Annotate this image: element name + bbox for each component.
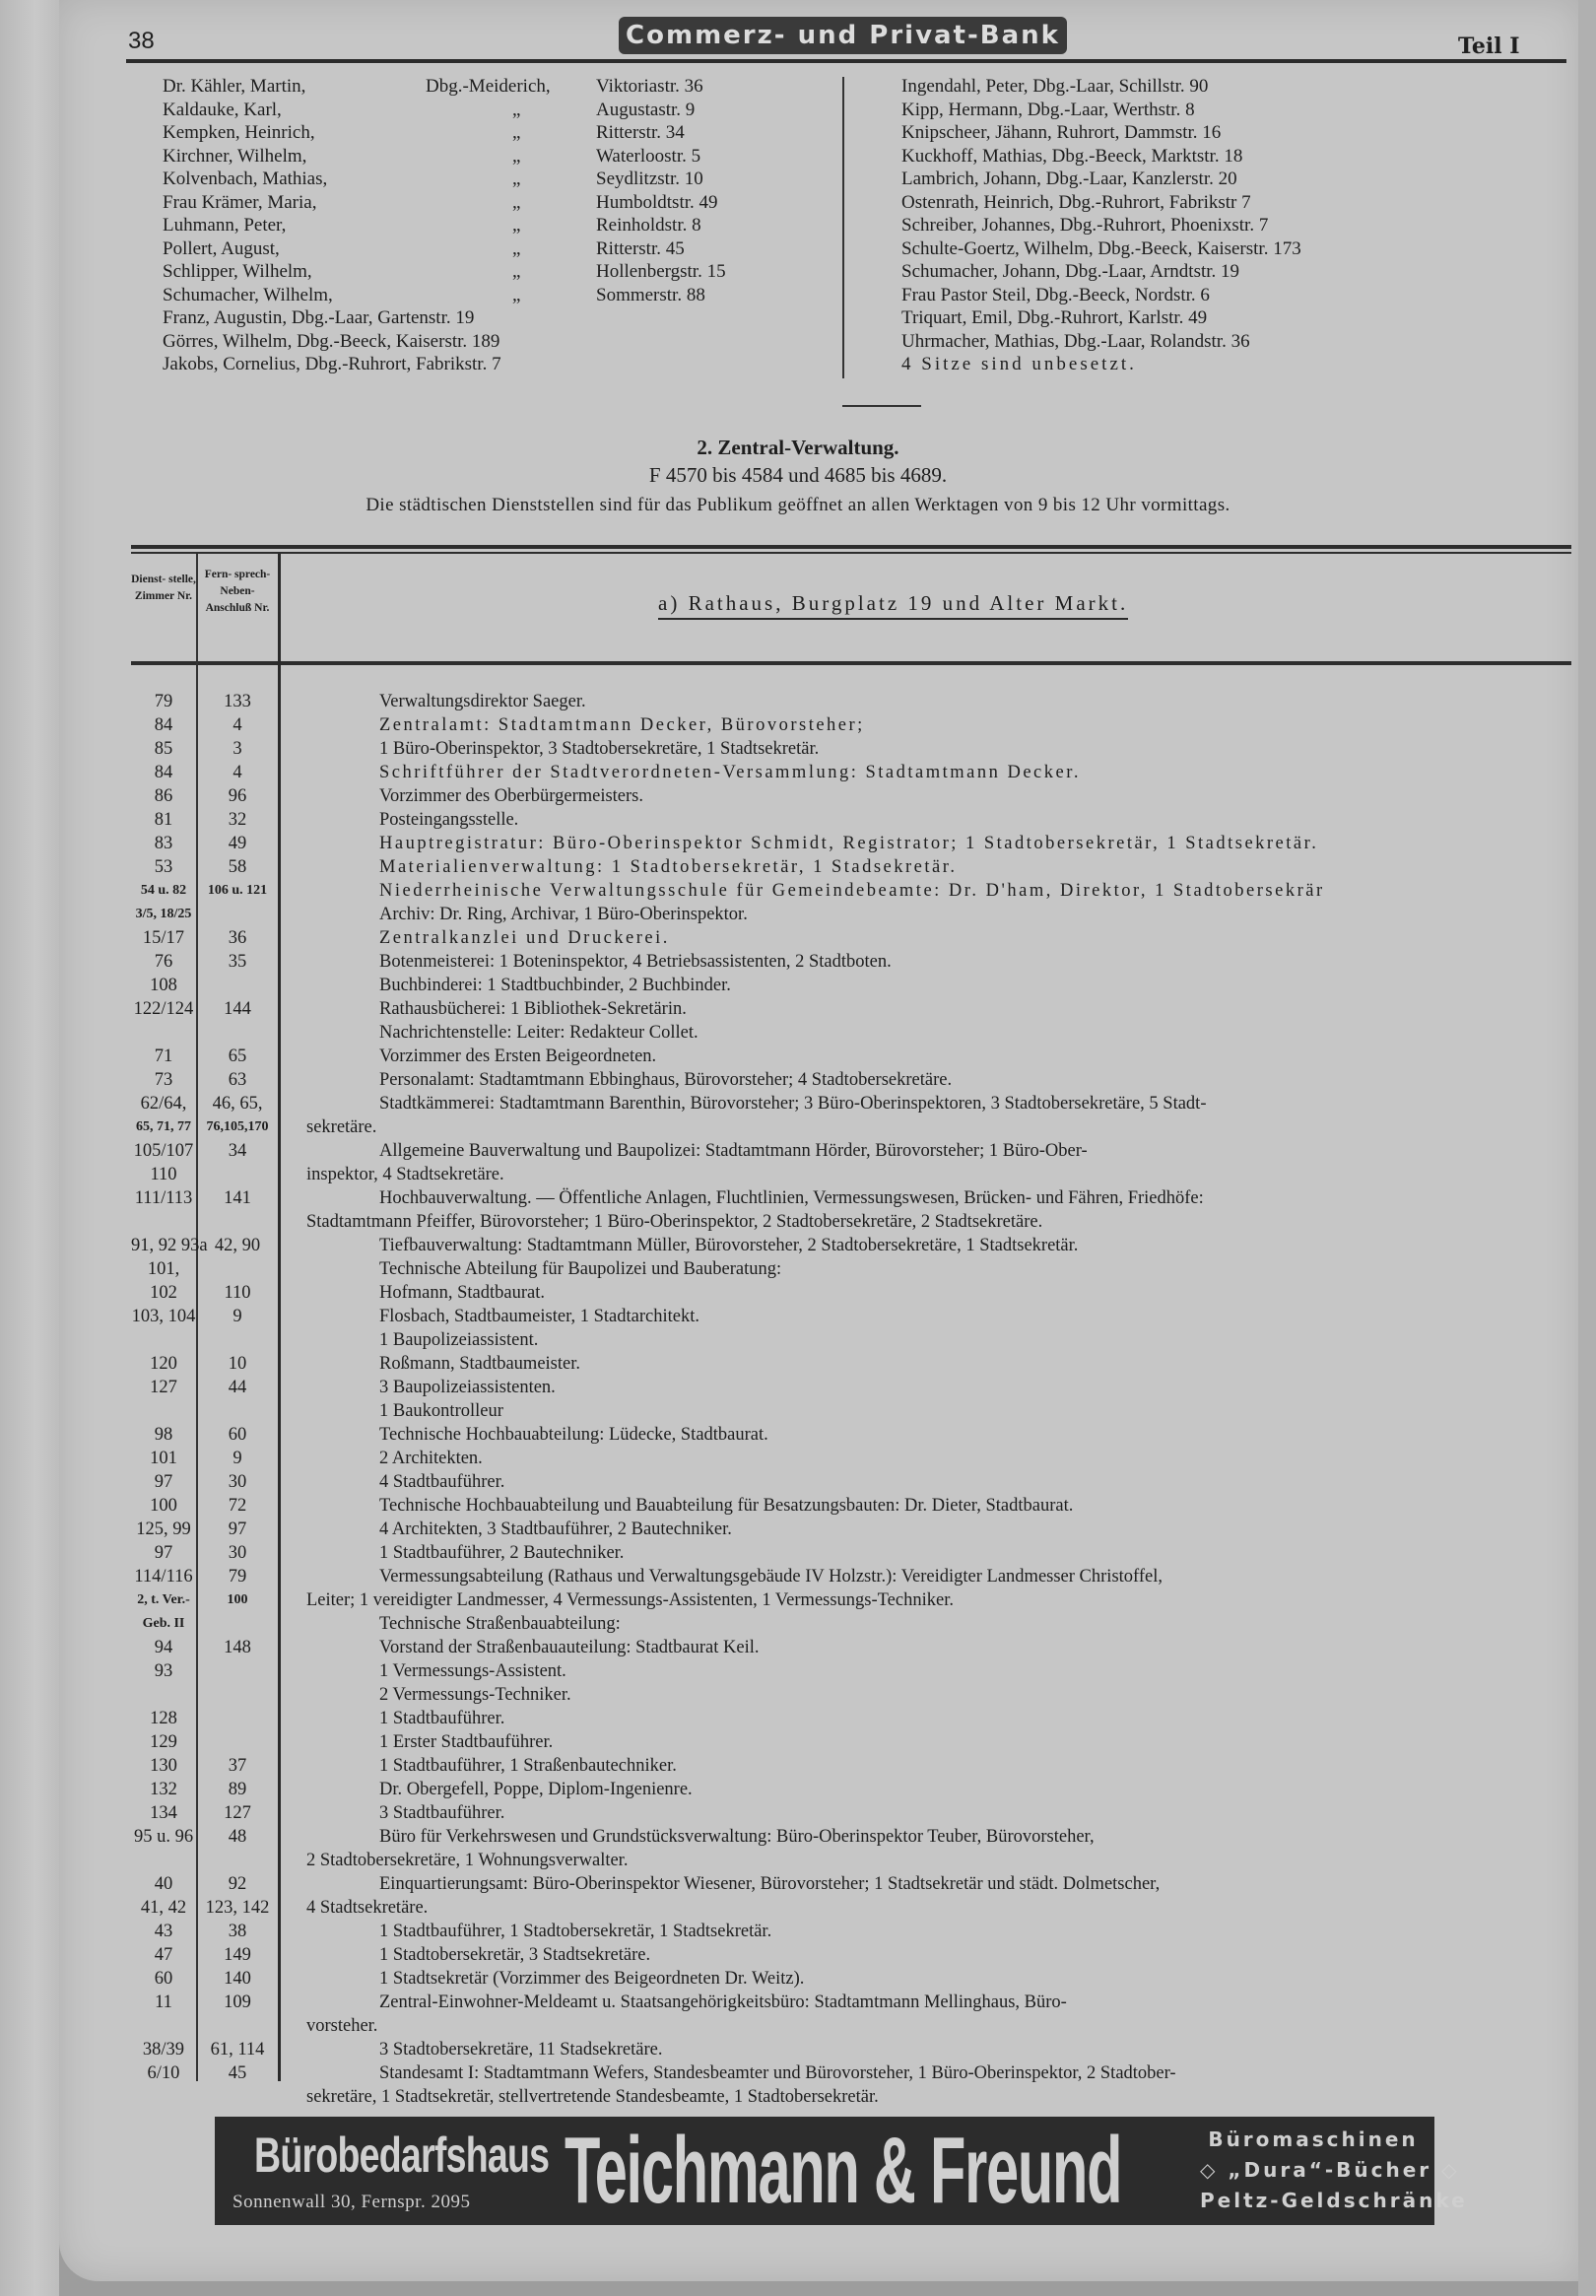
table-row	[131, 1139, 1571, 1163]
department-text: Technische Hochbauabteilung: Lüdecke, Stadtbaurat.	[379, 1425, 768, 1445]
table-row	[131, 1801, 1571, 1825]
table-top-rule-thin	[131, 552, 1571, 554]
room-number: 101,	[147, 1259, 180, 1279]
ad-product-2: ◇ „Dura“-Bücher ◇	[1200, 2158, 1460, 2182]
extension-number: 60	[228, 1425, 247, 1445]
table-row	[131, 855, 1571, 879]
section-phone: F 4570 bis 4584 und 4685 bis 4689.	[648, 463, 948, 487]
table-row	[131, 1352, 1571, 1376]
extension-number: 127	[224, 1803, 251, 1823]
table-row	[131, 761, 1571, 784]
room-number: 132	[150, 1780, 177, 1799]
room-number: 71	[154, 1047, 173, 1066]
department-text: 1 Stadtsekretär (Vorzimmer des Beigeordneten Dr. Weitz).	[379, 1969, 805, 1989]
room-number: 105/107	[133, 1141, 194, 1161]
table-row	[131, 1447, 1571, 1470]
room-number: 101	[150, 1449, 177, 1468]
department-text: Buchbinderei: 1 Stadtbuchbinder, 2 Buchbinder.	[379, 976, 731, 995]
member-entry: Franz, Augustin, Dbg.-Laar, Gartenstr. 19	[163, 307, 475, 328]
extension-number: 100	[227, 1592, 248, 1607]
room-number: 97	[154, 1472, 173, 1492]
extension-number: 144	[224, 999, 251, 1019]
table-row	[131, 1234, 1571, 1257]
room-number: 47	[154, 1945, 173, 1965]
extension-number: 133	[224, 692, 251, 711]
member-name: Kirchner, Wilhelm,	[163, 145, 307, 167]
room-number: 128	[150, 1709, 177, 1728]
room-number: 38/39	[142, 2040, 185, 2060]
member-entry: Schumacher, Johann, Dbg.-Laar, Arndtstr. 19	[901, 261, 1240, 282]
department-text: 3 Stadtbauführer.	[379, 1803, 505, 1823]
table-row	[131, 1092, 1571, 1115]
member-entry: Jakobs, Cornelius, Dbg.-Ruhrort, Fabrikstr. 7	[163, 354, 501, 374]
room-number: 84	[154, 715, 173, 735]
table-row	[131, 1896, 1571, 1920]
department-text: 1 Erster Stadtbauführer.	[379, 1732, 554, 1752]
member-district: „	[512, 145, 521, 167]
department-text: Stadtamtmann Pfeiffer, Bürovorsteher; 1 Büro-Oberinspektor, 2 Stadtobersekretäre, 2 Stadtsekretäre.	[306, 1212, 1043, 1232]
department-text: Einquartierungsamt: Büro-Oberinspektor Wiesener, Bürovorsteher; 1 Stadtsekretär und städt. Dolmetscher,	[379, 1874, 1161, 1894]
member-street: Augustastr. 9	[596, 99, 696, 120]
room-number: 3/5, 18/25	[135, 907, 192, 921]
extension-number: 61, 114	[210, 2040, 265, 2060]
extension-number: 123, 142	[205, 1898, 270, 1918]
col-header-extension: Fern- sprech- Neben- Anschluß Nr.	[204, 569, 271, 614]
department-text: Leiter; 1 vereidigter Landmesser, 4 Vermessungs-Assistenten, 1 Vermessungs-Techniker.	[306, 1590, 954, 1610]
extension-number: 4	[233, 715, 242, 735]
department-text: Vorstand der Straßenbauauteilung: Stadtbaurat Keil.	[379, 1638, 760, 1657]
extension-number: 148	[224, 1638, 251, 1657]
department-text: Technische Straßenbauabteilung:	[379, 1614, 621, 1634]
department-text: Schriftführer der Stadtverordneten-Versammlung: Stadtamtmann Decker.	[379, 763, 1081, 782]
member-district: „	[512, 261, 521, 282]
table-row	[131, 974, 1571, 997]
room-number: 129	[150, 1732, 177, 1752]
department-text: Archiv: Dr. Ring, Archivar, 1 Büro-Oberinspektor.	[379, 905, 748, 924]
department-text: vorsteher.	[306, 2016, 378, 2036]
table-row	[131, 1778, 1571, 1801]
table-row	[131, 1494, 1571, 1518]
member-entry: Ingendahl, Peter, Dbg.-Laar, Schillstr. 90	[901, 76, 1209, 97]
table-row	[131, 1991, 1571, 2014]
table-row	[131, 1754, 1571, 1778]
department-text: 1 Baukontrolleur	[379, 1401, 503, 1421]
table-row	[131, 784, 1571, 808]
book-binding-edge	[0, 0, 59, 2296]
page-number: 38	[128, 28, 155, 54]
member-district: „	[512, 99, 521, 120]
extension-number: 63	[228, 1070, 247, 1090]
extension-number: 109	[224, 1992, 251, 2012]
member-name: Schlipper, Wilhelm,	[163, 261, 312, 282]
member-district: „	[512, 122, 521, 143]
member-street: Viktoriastr. 36	[596, 76, 703, 97]
member-street: Sommerstr. 88	[596, 284, 705, 305]
extension-number: 140	[224, 1969, 251, 1989]
department-text: 1 Büro-Oberinspektor, 3 Stadtobersekretäre, 1 Stadtsekretär.	[379, 739, 820, 759]
extension-number: 92	[228, 1874, 247, 1894]
table-row	[131, 1541, 1571, 1565]
member-entry: Görres, Wilhelm, Dbg.-Beeck, Kaiserstr. 189	[163, 330, 500, 352]
room-number: 108	[150, 976, 177, 995]
table-body	[131, 690, 1571, 2109]
room-number: 2, t. Ver.-	[137, 1592, 190, 1607]
room-number: 83	[154, 834, 173, 853]
column-separator	[842, 77, 844, 378]
department-text: Zentral-Einwohner-Meldeamt u. Staatsangehörigkeitsbüro: Stadtamtmann Mellinghaus, Büro-	[379, 1992, 1067, 2012]
department-text: 1 Stadtbauführer, 2 Bautechniker.	[379, 1543, 625, 1563]
member-street: Ritterstr. 34	[596, 122, 685, 143]
member-entry: Schulte-Goertz, Wilhelm, Dbg.-Beeck, Kaiserstr. 173	[901, 237, 1301, 259]
department-text: 2 Vermessungs-Techniker.	[379, 1685, 571, 1705]
department-text: Niederrheinische Verwaltungsschule für Gemeindebeamte: Dr. D'ham, Direktor, 1 Stadtobersekrär	[379, 881, 1325, 901]
table-row	[131, 1021, 1571, 1045]
extension-number: 110	[224, 1283, 251, 1303]
table-row	[131, 1163, 1571, 1186]
room-number: 86	[154, 786, 173, 806]
department-text: 1 Stadtobersekretär, 3 Stadtsekretäre.	[379, 1945, 651, 1965]
ad-product-1: Büromaschinen	[1208, 2127, 1419, 2151]
department-text: Hochbauverwaltung. — Öffentliche Anlagen, Fluchtlinien, Vermessungswesen, Brücken- und Fähren, Friedhöfe:	[379, 1188, 1204, 1208]
room-number: 6/10	[147, 2063, 180, 2083]
table-row	[131, 1872, 1571, 1896]
department-text: 1 Stadtbauführer.	[379, 1709, 505, 1728]
department-text: 4 Stadtbauführer.	[379, 1472, 505, 1492]
room-number: 54 u. 82	[140, 883, 187, 898]
ad-company-name: Teichmann & Freund	[565, 2118, 1122, 2223]
room-number: Geb. II	[142, 1616, 185, 1631]
member-street: Waterloostr. 5	[596, 145, 701, 167]
table-row	[131, 1825, 1571, 1849]
department-text: 3 Stadtobersekretäre, 11 Stadsekretäre.	[379, 2040, 663, 2060]
table-row	[131, 1636, 1571, 1659]
extension-number: 35	[228, 952, 247, 972]
member-name: Kaldauke, Karl,	[163, 99, 282, 120]
room-number: 134	[150, 1803, 177, 1823]
department-text: Technische Abteilung für Baupolizei und Bauberatung:	[379, 1259, 782, 1279]
department-text: Vorzimmer des Oberbürgermeisters.	[379, 786, 644, 806]
department-text: Stadtkämmerei: Stadtamtmann Barenthin, Bürovorsteher; 3 Büro-Oberinspektoren, 3 Stadtobersekretäre, 5 Stadt-	[379, 1094, 1207, 1114]
section-note: Die städtischen Dienststellen sind für das Publikum geöffnet an allen Werktagen von 9 bis 12 Uhr vormittags.	[366, 495, 1230, 515]
member-name: Kempken, Heinrich,	[163, 122, 315, 143]
member-district: „	[512, 169, 521, 189]
department-text: 1 Stadtbauführer, 1 Straßenbautechniker.	[379, 1756, 677, 1776]
department-text: Hauptregistratur: Büro-Oberinspektor Schmidt, Registrator; 1 Stadtobersekretär, 1 Stadtsekretär.	[379, 834, 1319, 853]
table-top-rule	[131, 545, 1571, 549]
room-number: 130	[150, 1756, 177, 1776]
ad-company-prefix: Bürobedarfshaus	[254, 2127, 550, 2183]
department-text: 4 Architekten, 3 Stadtbauführer, 2 Bautechniker.	[379, 1519, 732, 1539]
table-row	[131, 1399, 1571, 1423]
extension-number: 37	[228, 1756, 247, 1776]
department-text: sekretäre, 1 Stadtsekretär, stellvertretende Standesbeamte, 1 Stadtobersekretär.	[306, 2087, 879, 2107]
room-number: 127	[150, 1378, 177, 1397]
department-text: Tiefbauverwaltung: Stadtamtmann Müller, Bürovorsteher, 2 Stadtobersekretäre, 1 Stadtsekretär.	[379, 1236, 1079, 1255]
department-text: Zentralkanzlei und Druckerei.	[379, 928, 670, 948]
extension-number: 3	[233, 739, 242, 759]
extension-number: 97	[228, 1519, 247, 1539]
department-text: sekretäre.	[306, 1117, 377, 1137]
room-number: 41, 42	[140, 1898, 187, 1918]
room-number: 65, 71, 77	[136, 1119, 191, 1134]
room-number: 95 u. 96	[133, 1827, 194, 1847]
department-text: 4 Stadtsekretäre.	[306, 1898, 429, 1918]
members-right-list	[901, 75, 1301, 376]
col-header-room: Dienst- stelle, Zimmer Nr.	[131, 574, 196, 602]
member-street: Reinholdstr. 8	[596, 215, 701, 236]
member-street: Seydlitzstr. 10	[596, 169, 703, 189]
member-name: Luhmann, Peter,	[163, 215, 287, 236]
table-row	[131, 926, 1571, 950]
room-number: 60	[154, 1969, 173, 1989]
room-number: 76	[154, 952, 173, 972]
extension-number: 10	[228, 1354, 247, 1374]
member-entry: Uhrmacher, Mathias, Dbg.-Laar, Rolandstr. 36	[901, 330, 1250, 352]
extension-number: 30	[228, 1472, 247, 1492]
department-text: Flosbach, Stadtbaumeister, 1 Stadtarchitekt.	[379, 1307, 699, 1326]
extension-number: 58	[228, 857, 247, 877]
extension-number: 4	[233, 763, 242, 782]
room-number: 73	[154, 1070, 173, 1090]
table-row	[131, 879, 1571, 903]
room-number: 79	[154, 692, 173, 711]
members-left-districts	[426, 75, 551, 306]
department-text: 1 Stadtbauführer, 1 Stadtobersekretär, 1 Stadtsekretär.	[379, 1922, 772, 1941]
table-row	[131, 1920, 1571, 1943]
table-row	[131, 2038, 1571, 2061]
table-row	[131, 690, 1571, 713]
room-number: 62/64,	[140, 1094, 187, 1114]
member-entry: Kuckhoff, Mathias, Dbg.-Beeck, Marktstr. 18	[901, 145, 1243, 167]
extension-number: 49	[228, 834, 247, 853]
extension-number: 32	[228, 810, 247, 830]
member-street: Hollenbergstr. 15	[596, 261, 726, 282]
part-label: Teil I	[1458, 34, 1520, 59]
room-number: 81	[154, 810, 173, 830]
extension-number: 96	[228, 786, 247, 806]
ad-address: Sonnenwall 30, Fernspr. 2095	[233, 2192, 471, 2212]
section-divider	[842, 405, 921, 407]
member-district: „	[512, 215, 521, 236]
extension-number: 44	[228, 1378, 247, 1397]
table-row	[131, 903, 1571, 926]
room-number: 84	[154, 763, 173, 782]
member-name: Schumacher, Wilhelm,	[163, 284, 333, 305]
room-number: 11	[155, 1992, 172, 2012]
header-rule	[126, 59, 1566, 63]
table-row	[131, 1186, 1571, 1210]
table-row	[131, 997, 1571, 1021]
section-title: 2. Zentral-Verwaltung.	[697, 436, 899, 459]
extension-number: 72	[228, 1496, 247, 1516]
table-row	[131, 1518, 1571, 1541]
bank-banner: Commerz- und Privat-Bank	[619, 17, 1067, 54]
page-right-edge	[1578, 0, 1596, 2296]
table-row	[131, 737, 1571, 761]
room-number: 94	[154, 1638, 173, 1657]
department-text: inspektor, 4 Stadtsekretäre.	[306, 1165, 504, 1184]
table-row	[131, 1967, 1571, 1991]
department-text: Vermessungsabteilung (Rathaus und Verwaltungsgebäude IV Holzstr.): Vereidigter Landmesser Christoffel,	[379, 1567, 1163, 1587]
member-entry: Frau Pastor Steil, Dbg.-Beeck, Nordstr. 6	[901, 284, 1210, 305]
department-text: Nachrichtenstelle: Leiter: Redakteur Collet.	[379, 1023, 698, 1043]
department-text: 2 Architekten.	[379, 1449, 483, 1468]
table-row	[131, 1305, 1571, 1328]
department-text: Botenmeisterei: 1 Boteninspektor, 4 Betriebsassistenten, 2 Stadtboten.	[379, 952, 892, 972]
extension-number: 42, 90	[214, 1236, 261, 1255]
department-text: Verwaltungsdirektor Saeger.	[379, 692, 586, 711]
room-number: 100	[150, 1496, 177, 1516]
table-row	[131, 1683, 1571, 1707]
department-text: Dr. Obergefell, Poppe, Diplom-Ingenienre.	[379, 1780, 693, 1799]
extension-number: 76,105,170	[206, 1119, 269, 1134]
table-row	[131, 1068, 1571, 1092]
member-district: „	[512, 237, 521, 259]
member-name: Frau Krämer, Maria,	[163, 191, 317, 213]
room-number: 43	[154, 1922, 173, 1941]
extension-number: 46, 65,	[212, 1094, 263, 1114]
room-number: 103, 104	[131, 1307, 196, 1326]
extension-number: 65	[228, 1047, 247, 1066]
member-entry: Kipp, Hermann, Dbg.-Laar, Werthstr. 8	[901, 99, 1195, 120]
table-row	[131, 1849, 1571, 1872]
extension-number: 36	[228, 928, 247, 948]
table-row	[131, 1943, 1571, 1967]
room-number: 53	[154, 857, 173, 877]
member-entry: Schreiber, Johannes, Dbg.-Ruhrort, Phoenixstr. 7	[901, 215, 1269, 236]
member-street: Humboldtstr. 49	[596, 191, 718, 213]
member-district: „	[512, 191, 521, 213]
members-left-streets	[596, 75, 726, 306]
table-row	[131, 950, 1571, 974]
department-text: Standesamt I: Stadtamtmann Wefers, Standesbeamter und Bürovorsteher, 1 Büro-Oberinspektor, 2 Stadtober-	[379, 2063, 1176, 2083]
department-text: 2 Stadtobersekretäre, 1 Wohnungsverwalter.	[306, 1851, 629, 1870]
department-text: Allgemeine Bauverwaltung und Baupolizei: Stadtamtmann Hörder, Bürovorsteher; 1 Büro-Ober-	[379, 1141, 1088, 1161]
department-text: Büro für Verkehrswesen und Grundstücksverwaltung: Büro-Oberinspektor Teuber, Bürovorsteher,	[379, 1827, 1095, 1847]
extension-number: 45	[228, 2063, 247, 2083]
table-row	[131, 1659, 1571, 1683]
member-name: Dr. Kähler, Martin,	[163, 76, 306, 97]
table-row	[131, 1588, 1571, 1612]
extension-number: 79	[228, 1567, 247, 1587]
member-entry: Knipscheer, Jähann, Ruhrort, Dammstr. 16	[901, 122, 1222, 143]
table-header-rule	[131, 661, 1571, 665]
room-number: 122/124	[133, 999, 194, 1019]
ad-products	[1200, 2125, 1468, 2216]
room-number: 15/17	[142, 928, 185, 948]
room-number: 125, 99	[136, 1519, 191, 1539]
department-text: Posteingangsstelle.	[379, 810, 519, 830]
table-row	[131, 1423, 1571, 1447]
room-number: 91, 92 93a	[131, 1236, 208, 1255]
table-row	[131, 1707, 1571, 1730]
member-entry: Triquart, Emil, Dbg.-Ruhrort, Karlstr. 49	[901, 307, 1208, 328]
extension-number: 48	[228, 1827, 247, 1847]
member-entry: 4 Sitze sind unbesetzt.	[901, 354, 1137, 374]
room-number: 114/116	[134, 1567, 193, 1587]
table-row	[131, 1730, 1571, 1754]
department-text: Materialienverwaltung: 1 Stadtobersekretär, 1 Stadsekretär.	[379, 857, 958, 877]
member-name: Kolvenbach, Mathias,	[163, 169, 328, 189]
department-text: Vorzimmer des Ersten Beigeordneten.	[379, 1047, 657, 1066]
member-entry: Ostenrath, Heinrich, Dbg.-Ruhrort, Fabrikstr 7	[901, 191, 1251, 213]
room-number: 110	[150, 1165, 177, 1184]
table-row	[131, 2014, 1571, 2038]
table-row	[131, 713, 1571, 737]
advertisement-banner	[215, 2117, 1468, 2225]
room-number: 98	[154, 1425, 173, 1445]
extension-number: 30	[228, 1543, 247, 1563]
department-text: Roßmann, Stadtbaumeister.	[379, 1354, 580, 1374]
extension-number: 34	[228, 1141, 247, 1161]
table-row	[131, 1115, 1571, 1139]
table-row	[131, 1612, 1571, 1636]
extension-number: 106 u. 121	[207, 883, 268, 898]
department-text: 1 Vermessungs-Assistent.	[379, 1661, 566, 1681]
room-number: 102	[150, 1283, 177, 1303]
table-row	[131, 1281, 1571, 1305]
extension-number: 141	[224, 1188, 251, 1208]
table-row	[131, 1045, 1571, 1068]
member-district: Dbg.-Meiderich,	[426, 76, 551, 97]
member-district: „	[512, 284, 521, 305]
extension-number: 149	[224, 1945, 251, 1965]
department-text: Technische Hochbauabteilung und Bauabteilung für Besatzungsbauten: Dr. Dieter, Stadtbaurat.	[379, 1496, 1074, 1516]
department-text: 1 Baupolizeiassistent.	[379, 1330, 539, 1350]
table-subtitle: a) Rathaus, Burgplatz 19 und Alter Markt.	[658, 591, 1128, 620]
ad-product-3: Peltz-Geldschränke	[1200, 2189, 1468, 2212]
table-row	[131, 1470, 1571, 1494]
room-number: 40	[154, 1874, 173, 1894]
room-number: 85	[154, 739, 173, 759]
table-row	[131, 1565, 1571, 1588]
table-row	[131, 1257, 1571, 1281]
extension-number: 9	[233, 1307, 242, 1326]
table-row	[131, 1210, 1571, 1234]
department-text: Personalamt: Stadtamtmann Ebbinghaus, Bürovorsteher; 4 Stadtobersekretäre.	[379, 1070, 953, 1090]
department-text: Hofmann, Stadtbaurat.	[379, 1283, 545, 1303]
table-row	[131, 2085, 1571, 2109]
member-street: Ritterstr. 45	[596, 237, 685, 259]
table-row	[131, 1328, 1571, 1352]
room-number: 111/113	[134, 1188, 193, 1208]
table-row	[131, 832, 1571, 855]
extension-number: 9	[233, 1449, 242, 1468]
department-text: 3 Baupolizeiassistenten.	[379, 1378, 556, 1397]
member-entry: Lambrich, Johann, Dbg.-Laar, Kanzlerstr. 20	[901, 169, 1237, 189]
extension-number: 89	[228, 1780, 247, 1799]
department-text: Rathausbücherei: 1 Bibliothek-Sekretärin.	[379, 999, 687, 1019]
extension-number: 38	[228, 1922, 247, 1941]
room-number: 120	[150, 1354, 177, 1374]
table-row	[131, 2061, 1571, 2085]
room-number: 93	[154, 1661, 173, 1681]
department-text: Zentralamt: Stadtamtmann Decker, Bürovorsteher;	[379, 715, 865, 735]
member-name: Pollert, August,	[163, 237, 280, 259]
table-row	[131, 808, 1571, 832]
room-number: 97	[154, 1543, 173, 1563]
table-row	[131, 1376, 1571, 1399]
